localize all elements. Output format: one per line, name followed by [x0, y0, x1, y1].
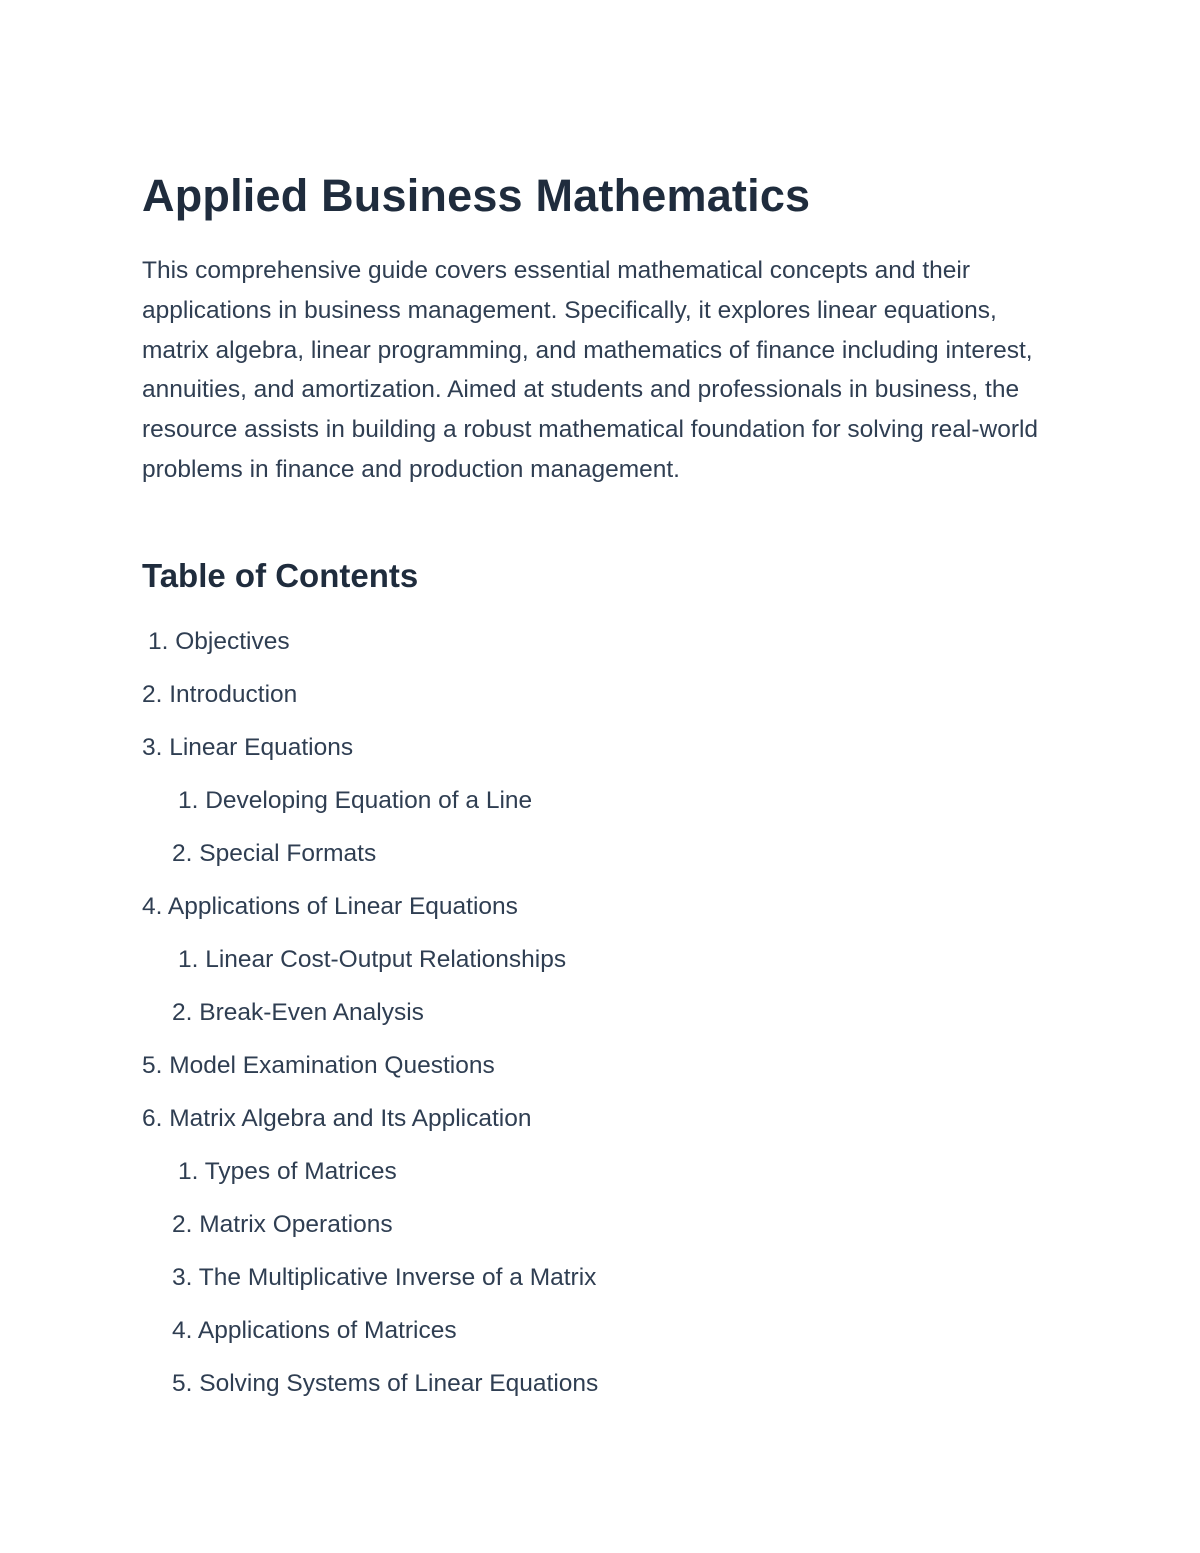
toc-heading: Table of Contents [142, 557, 419, 594]
toc-item-break-even-analysis[interactable]: 2. Break-Even Analysis [172, 999, 424, 1026]
toc-item-matrix-algebra[interactable]: 6. Matrix Algebra and Its Application [142, 1105, 532, 1132]
toc-item-solving-systems[interactable]: 5. Solving Systems of Linear Equations [172, 1370, 599, 1397]
toc-item-introduction[interactable]: 2. Introduction [142, 681, 298, 708]
toc-item-model-examination-questions[interactable]: 5. Model Examination Questions [142, 1052, 495, 1079]
intro-paragraph: This comprehensive guide covers essential mathematical concepts and their applications in business management. Specifically, it explores linear equations, matrix algebra, linear programming, and mathematics of finance including interest, annuities, and amortization. Aimed at students and professionals in business, the resource assists in building a robust mathematical foundation for solving real-world problems in finance and production management. [142, 257, 1039, 483]
toc-item-developing-equation-of-a-line[interactable]: 1. Developing Equation of a Line [178, 787, 533, 814]
toc-item-linear-equations[interactable]: 3. Linear Equations [142, 734, 354, 761]
toc-item-multiplicative-inverse[interactable]: 3. The Multiplicative Inverse of a Matrix [172, 1264, 597, 1291]
toc-item-special-formats[interactable]: 2. Special Formats [172, 840, 377, 867]
toc-item-applications-of-matrices[interactable]: 4. Applications of Matrices [172, 1317, 457, 1344]
toc-item-linear-cost-output-relationships[interactable]: 1. Linear Cost-Output Relationships [178, 946, 567, 973]
document-title: Applied Business Mathematics [142, 170, 811, 221]
toc-item-applications-of-linear-equations[interactable]: 4. Applications of Linear Equations [142, 893, 518, 920]
toc-item-objectives[interactable]: 1. Objectives [148, 628, 290, 655]
toc-item-types-of-matrices[interactable]: 1. Types of Matrices [178, 1158, 397, 1185]
toc-item-matrix-operations[interactable]: 2. Matrix Operations [172, 1211, 393, 1238]
